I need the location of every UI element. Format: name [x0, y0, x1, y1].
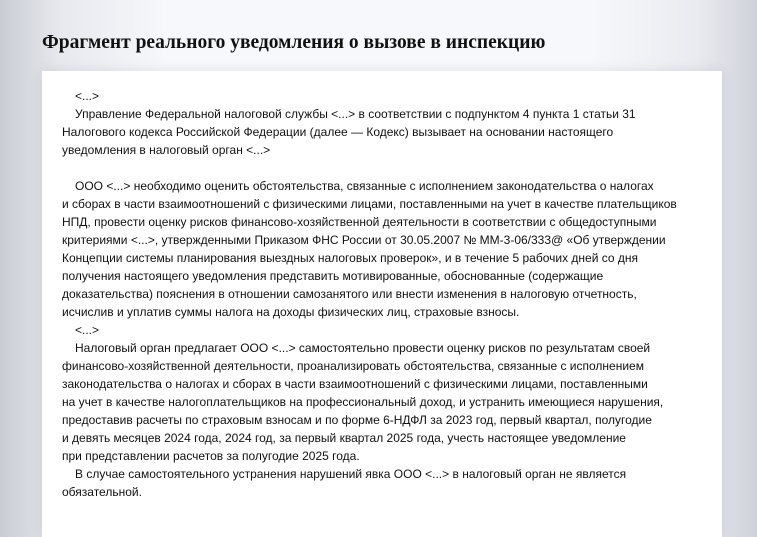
- text-line: доказательства) пояснения в отношении самозанятого или внести изменения в налоговую отчетность,: [62, 287, 637, 301]
- text-line: на учет в качестве налогоплательщиков на профессиональный доход, и устранить имеющиеся нарушения,: [62, 395, 664, 409]
- ellipsis-line: <...>: [75, 323, 100, 337]
- text-line: при представлении расчетов за полугодие 2025 года.: [62, 449, 360, 463]
- text-line: В случае самостоятельного устранения нарушений явка ООО <...> в налоговый орган не является: [75, 467, 627, 481]
- text-line: и сборах в части взаимоотношений с физическими лицами, поставленными на учет в качестве плательщиков: [62, 197, 677, 211]
- page-title: Фрагмент реального уведомления о вызове в инспекцию: [42, 32, 546, 53]
- text-line: уведомления в налоговый орган <...>: [62, 143, 271, 157]
- text-line: ООО <...> необходимо оценить обстоятельства, связанные с исполнением законодательства о налогах: [75, 179, 654, 193]
- paragraph-proposal: [62, 339, 702, 465]
- ellipsis-line: <...>: [75, 89, 100, 103]
- text-line: обязательной.: [62, 485, 142, 499]
- text-line: Концепции системы планирования выездных налоговых проверок», и в течение 5 рабочих дней со дня: [62, 251, 639, 265]
- text-line: Налогового кодекса Российской Федерации (далее — Кодекс) вызывает на основании настоящего: [62, 125, 614, 139]
- paragraph-conclusion: [62, 465, 702, 501]
- paragraph-intro: [62, 87, 702, 159]
- text-line: Налоговый орган предлагает ООО <...> самостоятельно провести оценку рисков по результатам своей: [75, 341, 651, 355]
- notice-document: [42, 71, 722, 537]
- text-line: финансово-хозяйственной деятельности, проанализировать обстоятельства, связанные с исполнением: [62, 359, 644, 373]
- text-line: и девять месяцев 2024 года, 2024 год, за первый квартал 2025 года, учесть настоящее уведомление: [62, 431, 626, 445]
- text-line: НПД, провести оценку рисков финансово-хозяйственной деятельности в соответствии с общедоступными: [62, 215, 657, 229]
- paragraph-requirements: [62, 177, 702, 339]
- text-line: критериями <...>, утвержденными Приказом ФНС России от 30.05.2007 № ММ-3-06/333@ «Об утверждении: [62, 233, 666, 247]
- text-line: Управление Федеральной налоговой службы <...> в соответствии с подпунктом 4 пункта 1 статьи 31: [75, 107, 636, 121]
- text-line: получения настоящего уведомления представить мотивированные, обоснованные (содержащие: [62, 269, 604, 283]
- text-line: исчислив и уплатив суммы налога на доходы физических лиц, страховые взносы.: [62, 305, 520, 319]
- paragraph-spacer: [62, 159, 702, 177]
- text-line: законодательства о налогах и сборах в части взаимоотношений с физическими лицами, поставленными: [62, 377, 648, 391]
- text-line: предоставив расчеты по страховым взносам и по форме 6-НДФЛ за 2023 год, первый квартал, полугодие: [62, 413, 652, 427]
